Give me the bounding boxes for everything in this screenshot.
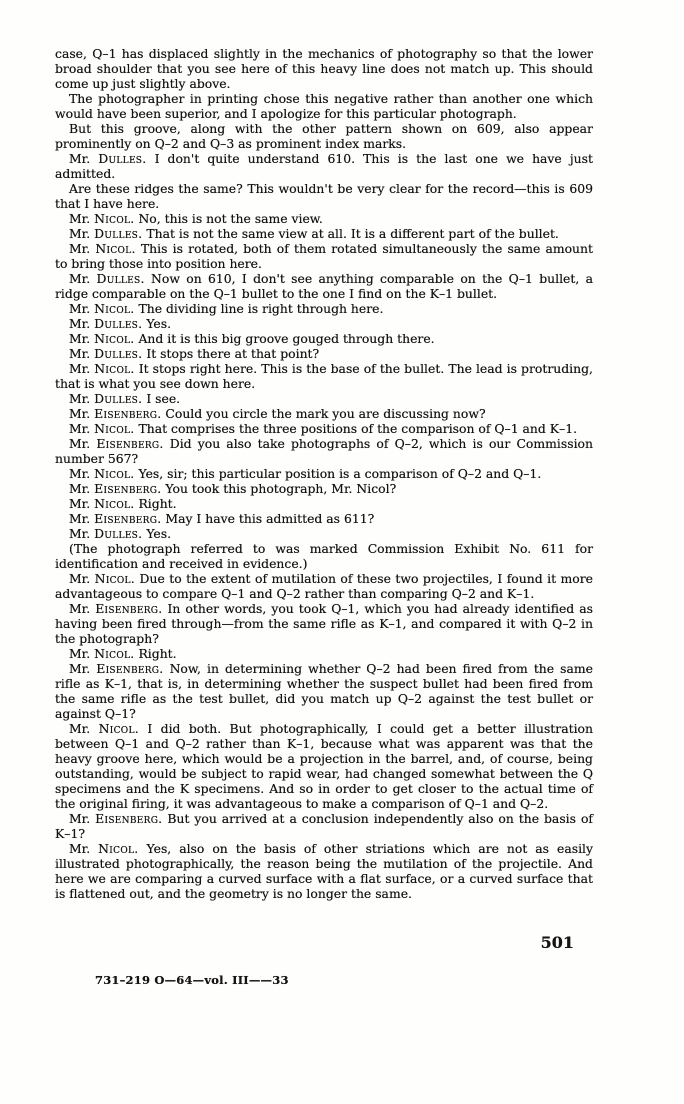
speaker-name: Eisenberg. [96, 661, 164, 676]
transcript-paragraph: Mr. Eisenberg. Could you circle the mark you are discussing now? [69, 406, 486, 421]
speaker-name: Nicol. [95, 241, 136, 256]
transcript-paragraph: Mr. Nicol. Right. [69, 646, 177, 661]
transcript-paragraph: Mr. Nicol. It stops right here. This is the base of the bullet. The lead is protruding, that is what you see down here. [55, 361, 593, 391]
speaker-name: Nicol. [94, 361, 135, 376]
speaker-name: Dulles. [94, 226, 143, 241]
speaker-name: Dulles. [94, 316, 143, 331]
speaker-prefix: Mr. [69, 466, 95, 481]
transcript-paragraph: Mr. Eisenberg. You took this photograph, Mr. Nicol? [69, 481, 397, 496]
speaker-prefix: Mr. [69, 226, 95, 241]
transcript-paragraph: Mr. Eisenberg. But you arrived at a conclusion independently also on the basis of K–1? [55, 811, 593, 841]
speaker-prefix: Mr. [69, 421, 95, 436]
speaker-name: Eisenberg. [95, 601, 163, 616]
transcript-paragraph: Mr. Dulles. I see. [69, 391, 181, 406]
speaker-name: Nicol. [94, 211, 135, 226]
speaker-name: Eisenberg. [96, 436, 164, 451]
speaker-prefix: Mr. [69, 571, 95, 586]
transcript-paragraph: Mr. Nicol. Due to the extent of mutilation of these two projectiles, I found it more advantageous to compare Q–1 and Q–2 rather than comparing Q–2 and K–1. [55, 571, 593, 601]
speaker-name: Nicol. [98, 721, 139, 736]
speaker-name: Nicol. [98, 841, 139, 856]
speaker-prefix: Mr. [69, 661, 97, 676]
transcript-paragraph: Mr. Nicol. Right. [69, 496, 177, 511]
transcript-paragraph: Are these ridges the same? This wouldn't be very clear for the record—this is 609 that I have here. [55, 181, 593, 211]
transcript-paragraph: The photographer in printing chose this negative rather than another one which would have been superior, and I apologize for this particular photograph. [55, 91, 593, 121]
transcript-paragraph: Mr. Nicol. The dividing line is right through here. [69, 301, 384, 316]
transcript-paragraph: Mr. Nicol. This is rotated, both of them rotated simultaneously the same amount to bring those into position here. [55, 241, 593, 271]
speaker-name: Eisenberg. [95, 811, 163, 826]
speaker-prefix: Mr. [69, 526, 95, 541]
speaker-prefix: Mr. [69, 316, 95, 331]
speaker-prefix: Mr. [69, 301, 95, 316]
transcript-paragraph: Mr. Dulles. I don't quite understand 610. This is the last one we have just admitted. [55, 151, 593, 181]
speaker-prefix: Mr. [69, 811, 96, 826]
speaker-name: Dulles. [94, 346, 143, 361]
speaker-name: Eisenberg. [94, 406, 162, 421]
transcript-paragraph: Mr. Dulles. Yes. [69, 526, 172, 541]
transcript-paragraph: Mr. Dulles. That is not the same view at all. It is a different part of the bullet. [69, 226, 559, 241]
transcript-paragraph: Mr. Nicol. I did both. But photographically, I could get a better illustration between Q–1 and Q–2 rather than K–1, because what was apparent was that the heavy groove here, which would be a projection in the barrel, and, of course, being outstanding, would be subject to rapid wear, had changed somewhat between the Q specimens and the K specimens. And so in order to get closer to the actual time of the original firing, it was advantageous to make a comparison of Q–1 and Q–2. [55, 721, 593, 811]
speaker-prefix: Mr. [69, 481, 95, 496]
print-line: 731–219 O—64—vol. III——33 [95, 973, 289, 987]
speaker-prefix: Mr. [69, 271, 97, 286]
speaker-prefix: Mr. [69, 841, 99, 856]
speaker-name: Nicol. [94, 301, 135, 316]
speaker-prefix: Mr. [69, 436, 97, 451]
speaker-prefix: Mr. [69, 331, 95, 346]
transcript-paragraph: case, Q–1 has displaced slightly in the mechanics of photography so that the lower broad shoulder that you see here of this heavy line does not match up. This should come up just slightly above. [55, 46, 593, 91]
speaker-prefix: Mr. [69, 646, 95, 661]
page-number: 501 [540, 933, 574, 952]
transcript-paragraph: Mr. Eisenberg. In other words, you took Q–1, which you had already identified as having been fired through—from the same rifle as K–1, and compared it with Q–2 in the photograph? [55, 601, 593, 646]
transcript [55, 46, 593, 901]
transcript-paragraph: Mr. Dulles. Yes. [69, 316, 172, 331]
speaker-name: Dulles. [94, 526, 143, 541]
speaker-name: Nicol. [94, 331, 135, 346]
speaker-prefix: Mr. [69, 361, 95, 376]
transcript-paragraph: Mr. Nicol. No, this is not the same view. [69, 211, 323, 226]
speaker-name: Dulles. [96, 271, 145, 286]
transcript-paragraph: Mr. Eisenberg. May I have this admitted as 611? [69, 511, 375, 526]
speaker-prefix: Mr. [69, 601, 96, 616]
speaker-name: Nicol. [94, 646, 135, 661]
speaker-name: Nicol. [94, 421, 135, 436]
speaker-name: Dulles. [98, 151, 147, 166]
speaker-prefix: Mr. [69, 241, 96, 256]
speaker-name: Dulles. [94, 391, 143, 406]
speaker-prefix: Mr. [69, 406, 95, 421]
speaker-prefix: Mr. [69, 391, 95, 406]
transcript-paragraph: Mr. Eisenberg. Now, in determining whether Q–2 had been fired from the same rifle as K–1, that is, in determining whether the suspect bullet had been fired from the same rifle as the test bullet, did you match up Q–2 against the test bullet or against Q–1? [55, 661, 593, 721]
speaker-name: Nicol. [94, 571, 136, 586]
speaker-prefix: Mr. [69, 721, 99, 736]
speaker-name: Eisenberg. [94, 481, 162, 496]
transcript-paragraph: Mr. Dulles. It stops there at that point? [69, 346, 320, 361]
speaker-prefix: Mr. [69, 511, 95, 526]
transcript-paragraph: But this groove, along with the other pattern shown on 609, also appear prominently on Q–2 and Q–3 as prominent index marks. [55, 121, 593, 151]
transcript-paragraph: (The photograph referred to was marked Commission Exhibit No. 611 for identification and received in evidence.) [55, 541, 593, 571]
transcript-paragraph: Mr. Dulles. Now on 610, I don't see anything comparable on the Q–1 bullet, a ridge comparable on the Q–1 bullet to the one I find on the K–1 bullet. [55, 271, 593, 301]
speaker-name: Nicol. [94, 466, 135, 481]
transcript-paragraph: Mr. Nicol. Yes, sir; this particular position is a comparison of Q–2 and Q–1. [69, 466, 542, 481]
transcript-paragraph: Mr. Nicol. That comprises the three positions of the comparison of Q–1 and K–1. [69, 421, 578, 436]
speaker-prefix: Mr. [69, 346, 95, 361]
speaker-name: Nicol. [94, 496, 135, 511]
speaker-prefix: Mr. [69, 211, 95, 226]
speaker-prefix: Mr. [69, 151, 99, 166]
speaker-prefix: Mr. [69, 496, 95, 511]
transcript-paragraph: Mr. Nicol. Yes, also on the basis of other striations which are not as easily illustrated photographically, the reason being the mutilation of the projectile. And here we are comparing a curved surface with a flat surface, or a curved surface that is flattened out, and the geometry is no longer the same. [55, 841, 593, 901]
transcript-paragraph: Mr. Nicol. And it is this big groove gouged through there. [69, 331, 435, 346]
transcript-paragraph: Mr. Eisenberg. Did you also take photographs of Q–2, which is our Commission number 567? [55, 436, 593, 466]
speaker-name: Eisenberg. [94, 511, 162, 526]
